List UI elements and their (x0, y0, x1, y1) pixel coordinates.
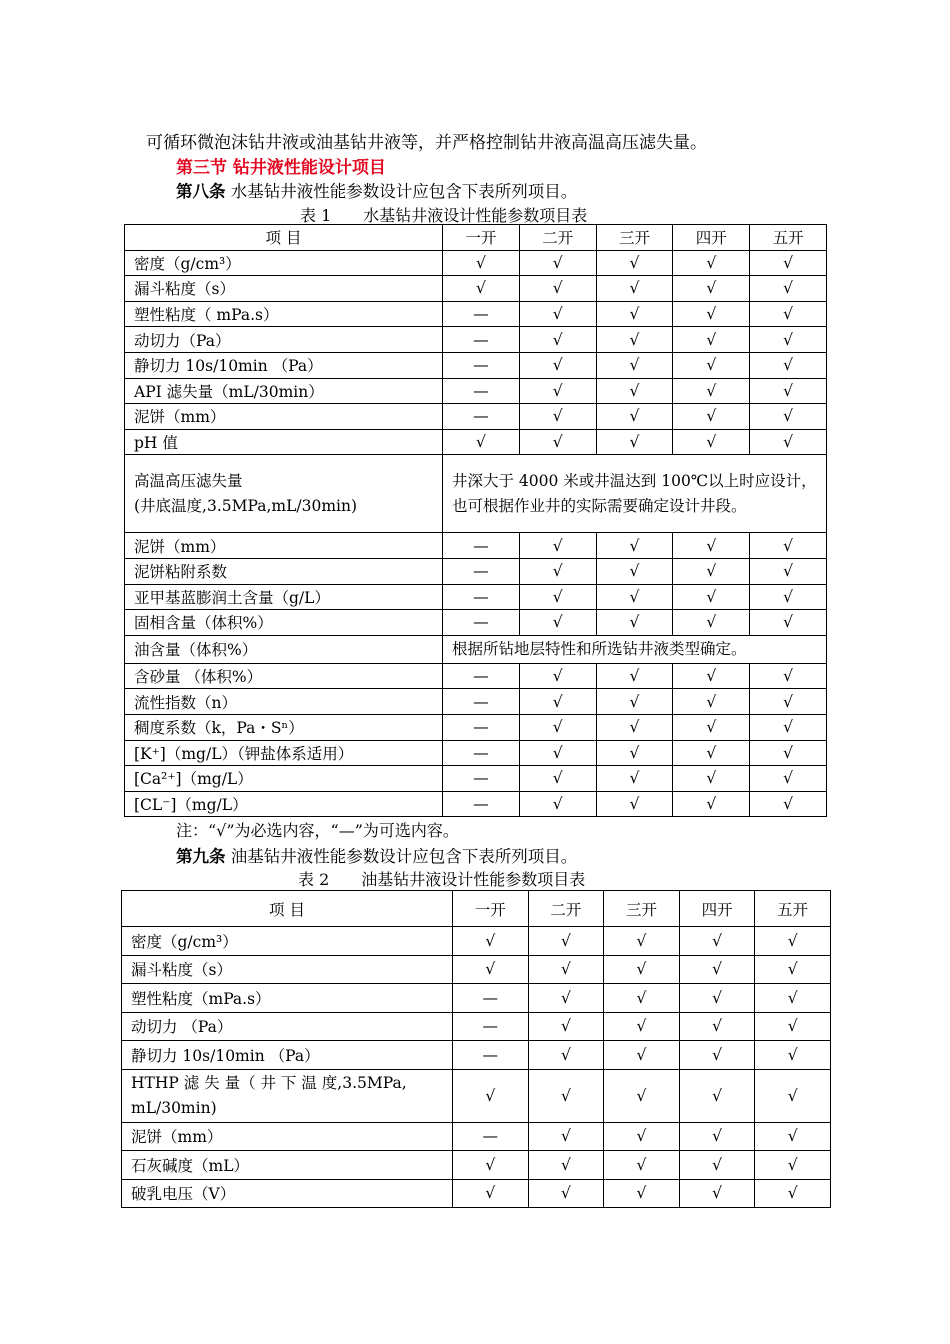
check-mark: √ (604, 1041, 680, 1070)
dash-mark: — (443, 301, 520, 327)
header-cell: 项 目 (125, 225, 443, 251)
check-mark: √ (673, 740, 750, 766)
check-mark: √ (453, 1179, 529, 1208)
item-cell: 静切力 10s/10min （Pa） (125, 352, 443, 378)
check-mark: √ (673, 663, 750, 689)
dash-mark: — (443, 558, 520, 584)
table-row (125, 429, 827, 455)
item-line-1: HTHP 滤 失 量（ 井 下 温 度,3.5MPa, (131, 1073, 407, 1092)
check-mark: √ (750, 714, 827, 740)
check-mark: √ (596, 740, 673, 766)
check-mark: √ (519, 714, 596, 740)
check-mark: √ (528, 984, 604, 1013)
table-row (125, 635, 827, 663)
check-mark: √ (750, 250, 827, 276)
table-row (125, 352, 827, 378)
water-based-params-table (124, 224, 827, 817)
item-cell: 泥饼（mm） (125, 533, 443, 559)
check-mark: √ (755, 1012, 831, 1041)
header-cell: 四开 (673, 225, 750, 251)
table-row (125, 533, 827, 559)
check-mark: √ (519, 610, 596, 636)
check-mark: √ (528, 927, 604, 956)
check-mark: √ (750, 327, 827, 353)
table-row (125, 689, 827, 715)
dash-mark: — (453, 984, 529, 1013)
item-cell: 动切力（Pa） (125, 327, 443, 353)
check-mark: √ (519, 378, 596, 404)
item-cell: 密度（g/cm³） (125, 250, 443, 276)
check-mark: √ (673, 301, 750, 327)
table-row (125, 455, 827, 533)
dash-mark: — (453, 1012, 529, 1041)
check-mark: √ (596, 714, 673, 740)
dash-mark: — (443, 663, 520, 689)
item-cell: 密度（g/cm³） (122, 927, 453, 956)
check-mark: √ (519, 663, 596, 689)
check-mark: √ (519, 404, 596, 430)
article-9 (176, 843, 577, 867)
table-row (122, 1012, 831, 1041)
dash-mark: — (453, 1041, 529, 1070)
check-mark: √ (519, 791, 596, 817)
check-mark: √ (453, 1151, 529, 1180)
check-mark: √ (528, 1179, 604, 1208)
check-mark: √ (673, 584, 750, 610)
item-cell: 流性指数（n） (125, 689, 443, 715)
article-9-label: 第九条 (176, 847, 226, 866)
table-row (125, 250, 827, 276)
check-mark: √ (528, 1122, 604, 1151)
item-cell: API 滤失量（mL/30min） (125, 378, 443, 404)
check-mark: √ (596, 404, 673, 430)
check-mark: √ (755, 1041, 831, 1070)
dash-mark: — (453, 1122, 529, 1151)
check-mark: √ (750, 533, 827, 559)
check-mark: √ (528, 1069, 604, 1122)
check-mark: √ (519, 250, 596, 276)
check-mark: √ (519, 429, 596, 455)
dash-mark: — (443, 689, 520, 715)
dash-mark: — (443, 404, 520, 430)
check-mark: √ (673, 558, 750, 584)
check-mark: √ (604, 984, 680, 1013)
check-mark: √ (750, 378, 827, 404)
item-cell: 石灰碱度（mL） (122, 1151, 453, 1180)
table-row (122, 984, 831, 1013)
check-mark: √ (604, 955, 680, 984)
check-mark: √ (443, 250, 520, 276)
check-mark: √ (750, 301, 827, 327)
dash-mark: — (443, 327, 520, 353)
table-row (125, 584, 827, 610)
item-cell: [K⁺]（mg/L）（钾盐体系适用） (125, 740, 443, 766)
check-mark: √ (679, 955, 755, 984)
dash-mark: — (443, 791, 520, 817)
item-cell: 破乳电压（V） (122, 1179, 453, 1208)
check-mark: √ (750, 663, 827, 689)
header-cell: 五开 (750, 225, 827, 251)
header-cell: 二开 (528, 891, 604, 927)
item-cell: 漏斗粘度（s） (122, 955, 453, 984)
header-cell: 项 目 (122, 891, 453, 927)
check-mark: √ (528, 955, 604, 984)
check-mark: √ (679, 1012, 755, 1041)
table-row (125, 791, 827, 817)
check-mark: √ (679, 1069, 755, 1122)
check-mark: √ (453, 1069, 529, 1122)
table-row (125, 663, 827, 689)
item-cell: 油含量（体积%） (125, 635, 443, 663)
table-row (122, 1151, 831, 1180)
item-cell: 稠度系数（k，Pa・Sⁿ） (125, 714, 443, 740)
check-mark: √ (755, 1151, 831, 1180)
article-8-text: 水基钻井液性能参数设计应包含下表所列项目。 (225, 182, 578, 201)
check-mark: √ (755, 955, 831, 984)
article-8 (176, 178, 577, 202)
table-note: 注：“√”为必选内容，“—”为可选内容。 (176, 821, 459, 840)
header-cell: 二开 (519, 225, 596, 251)
check-mark: √ (528, 1041, 604, 1070)
item-cell: pH 值 (125, 429, 443, 455)
check-mark: √ (755, 927, 831, 956)
item-line-2: (井底温度,3.5MPa,mL/30min) (134, 496, 358, 515)
check-mark: √ (519, 740, 596, 766)
check-mark: √ (673, 610, 750, 636)
item-line-1: 高温高压滤失量 (134, 471, 243, 490)
check-mark: √ (596, 689, 673, 715)
table-row (125, 327, 827, 353)
check-mark: √ (673, 327, 750, 353)
check-mark: √ (673, 378, 750, 404)
check-mark: √ (679, 984, 755, 1013)
oil-based-params-table (121, 890, 831, 1208)
table-row (125, 740, 827, 766)
check-mark: √ (750, 276, 827, 302)
check-mark: √ (750, 766, 827, 792)
check-mark: √ (596, 352, 673, 378)
item-cell (122, 1069, 453, 1122)
check-mark: √ (604, 927, 680, 956)
check-mark: √ (750, 689, 827, 715)
table-header-row (122, 891, 831, 927)
table-row (125, 610, 827, 636)
check-mark: √ (596, 276, 673, 302)
check-mark: √ (673, 276, 750, 302)
merged-remark-cell: 井深大于 4000 米或井温达到 100℃以上时应设计，也可根据作业井的实际需要确定设计井段。 (443, 455, 827, 533)
section-title: 第三节 钻井液性能设计项目 (176, 158, 386, 178)
check-mark: √ (755, 1179, 831, 1208)
item-cell: [CL⁻]（mg/L） (125, 791, 443, 817)
check-mark: √ (673, 404, 750, 430)
check-mark: √ (453, 955, 529, 984)
table-header-row (125, 225, 827, 251)
table-row (125, 766, 827, 792)
check-mark: √ (596, 250, 673, 276)
item-cell: 漏斗粘度（s） (125, 276, 443, 302)
check-mark: √ (755, 984, 831, 1013)
check-mark: √ (750, 740, 827, 766)
table-2-caption: 表 2 油基钻井液设计性能参数项目表 (298, 870, 586, 889)
check-mark: √ (604, 1179, 680, 1208)
item-cell (125, 455, 443, 533)
check-mark: √ (673, 250, 750, 276)
dash-mark: — (443, 352, 520, 378)
check-mark: √ (519, 276, 596, 302)
check-mark: √ (443, 429, 520, 455)
check-mark: √ (673, 791, 750, 817)
table-row (122, 1122, 831, 1151)
table-row (125, 404, 827, 430)
check-mark: √ (679, 927, 755, 956)
check-mark: √ (596, 429, 673, 455)
item-cell: 塑性粘度（ mPa.s） (125, 301, 443, 327)
check-mark: √ (519, 766, 596, 792)
check-mark: √ (519, 301, 596, 327)
article-8-label: 第八条 (176, 182, 226, 201)
check-mark: √ (453, 927, 529, 956)
item-cell: 亚甲基蓝膨润土含量（g/L） (125, 584, 443, 610)
item-cell: 泥饼（mm） (122, 1122, 453, 1151)
item-cell: 塑性粘度（mPa.s） (122, 984, 453, 1013)
table-row (122, 1179, 831, 1208)
check-mark: √ (604, 1012, 680, 1041)
check-mark: √ (519, 327, 596, 353)
check-mark: √ (679, 1151, 755, 1180)
dash-mark: — (443, 766, 520, 792)
check-mark: √ (596, 327, 673, 353)
check-mark: √ (596, 378, 673, 404)
check-mark: √ (679, 1041, 755, 1070)
check-mark: √ (755, 1122, 831, 1151)
check-mark: √ (604, 1122, 680, 1151)
table-row (125, 558, 827, 584)
check-mark: √ (519, 558, 596, 584)
table-1-caption: 表 1 水基钻井液设计性能参数项目表 (300, 206, 588, 225)
item-cell: 泥饼（mm） (125, 404, 443, 430)
item-cell: 静切力 10s/10min （Pa） (122, 1041, 453, 1070)
header-cell: 四开 (679, 891, 755, 927)
item-cell: 含砂量 （体积%） (125, 663, 443, 689)
table-row (122, 1069, 831, 1122)
table-row (125, 301, 827, 327)
header-cell: 一开 (453, 891, 529, 927)
check-mark: √ (519, 533, 596, 559)
check-mark: √ (443, 276, 520, 302)
check-mark: √ (750, 584, 827, 610)
check-mark: √ (519, 352, 596, 378)
check-mark: √ (596, 610, 673, 636)
check-mark: √ (528, 1012, 604, 1041)
check-mark: √ (750, 404, 827, 430)
check-mark: √ (604, 1069, 680, 1122)
check-mark: √ (596, 301, 673, 327)
check-mark: √ (673, 429, 750, 455)
check-mark: √ (596, 558, 673, 584)
check-mark: √ (750, 558, 827, 584)
item-cell: 固相含量（体积%） (125, 610, 443, 636)
check-mark: √ (519, 584, 596, 610)
table-row (122, 955, 831, 984)
header-cell: 五开 (755, 891, 831, 927)
check-mark: √ (673, 689, 750, 715)
header-cell: 三开 (596, 225, 673, 251)
dash-mark: — (443, 533, 520, 559)
check-mark: √ (673, 352, 750, 378)
item-cell: [Ca²⁺]（mg/L） (125, 766, 443, 792)
check-mark: √ (750, 429, 827, 455)
check-mark: √ (604, 1151, 680, 1180)
header-cell: 三开 (604, 891, 680, 927)
dash-mark: — (443, 584, 520, 610)
check-mark: √ (679, 1179, 755, 1208)
intro-paragraph: 可循环微泡沫钻井液或油基钻井液等，并严格控制钻井液高温高压滤失量。 (146, 133, 707, 153)
check-mark: √ (673, 766, 750, 792)
dash-mark: — (443, 378, 520, 404)
check-mark: √ (755, 1069, 831, 1122)
table-row (122, 1041, 831, 1070)
check-mark: √ (519, 689, 596, 715)
dash-mark: — (443, 714, 520, 740)
table-row (125, 378, 827, 404)
header-cell: 一开 (443, 225, 520, 251)
item-cell: 动切力 （Pa） (122, 1012, 453, 1041)
check-mark: √ (750, 352, 827, 378)
check-mark: √ (528, 1151, 604, 1180)
item-line-2: mL/30min) (131, 1098, 217, 1117)
check-mark: √ (750, 791, 827, 817)
check-mark: √ (596, 766, 673, 792)
article-9-text: 油基钻井液性能参数设计应包含下表所列项目。 (225, 847, 578, 866)
table-row (125, 714, 827, 740)
check-mark: √ (750, 610, 827, 636)
table-row (125, 276, 827, 302)
check-mark: √ (679, 1122, 755, 1151)
dash-mark: — (443, 740, 520, 766)
check-mark: √ (673, 533, 750, 559)
item-cell: 泥饼粘附系数 (125, 558, 443, 584)
check-mark: √ (596, 791, 673, 817)
table-row (122, 927, 831, 956)
dash-mark: — (443, 610, 520, 636)
check-mark: √ (596, 533, 673, 559)
check-mark: √ (596, 584, 673, 610)
check-mark: √ (673, 714, 750, 740)
check-mark: √ (596, 663, 673, 689)
merged-remark-cell: 根据所钻地层特性和所选钻井液类型确定。 (443, 635, 827, 663)
